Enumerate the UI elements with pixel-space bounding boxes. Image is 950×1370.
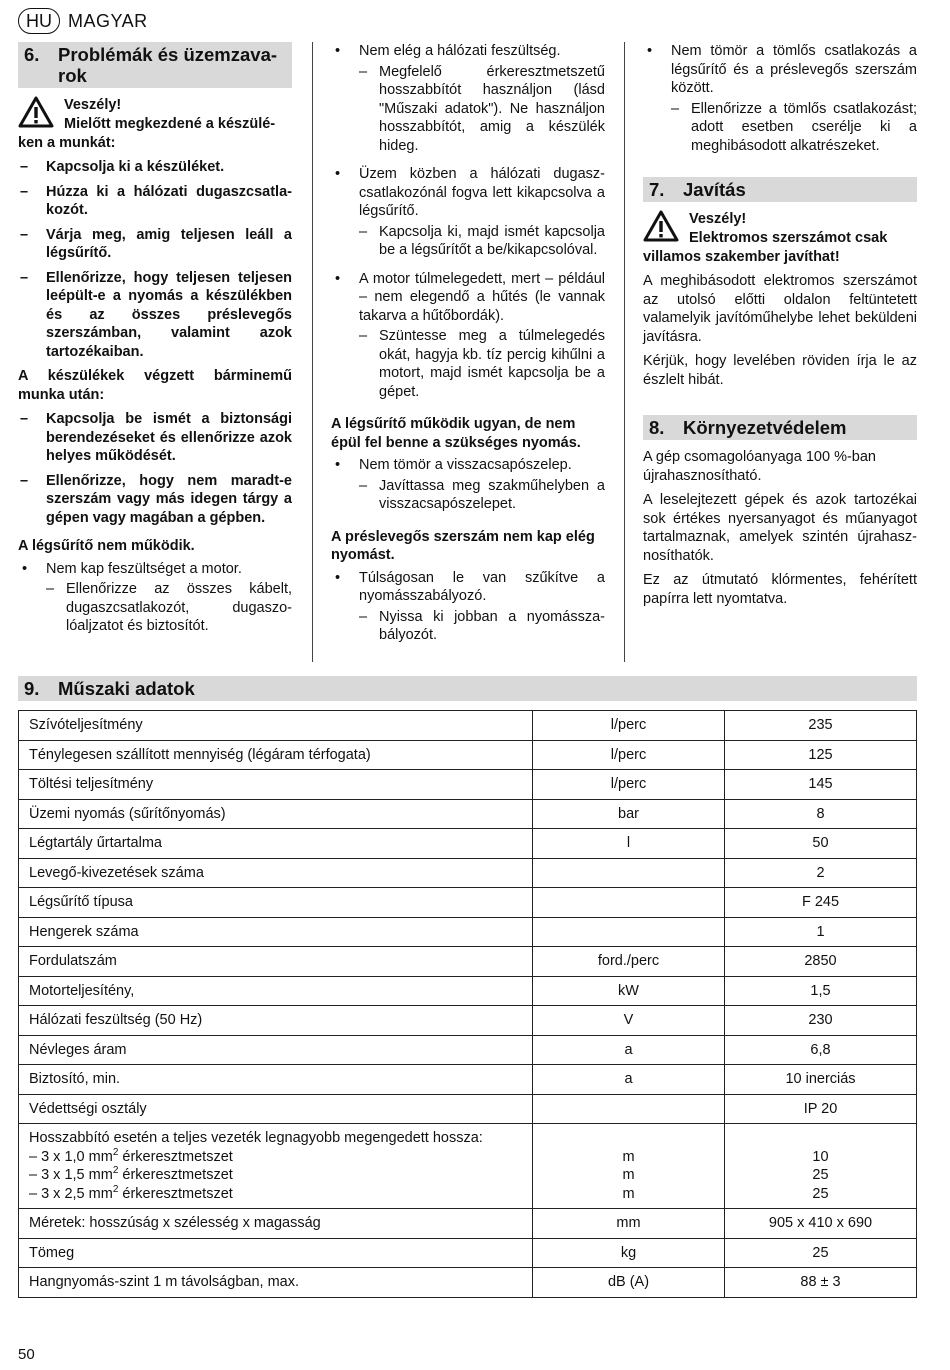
table-row xyxy=(19,1035,917,1065)
problem-heading: A légsűrítő nem működik. xyxy=(18,538,195,554)
warning-continuation: ken a munkát: xyxy=(18,134,116,151)
spec-value: 2850 xyxy=(725,947,917,977)
cause-item: • Túlságosan le van szűkítve a nyomásszabályozó. xyxy=(331,569,605,606)
spec-unit: dB (A) xyxy=(533,1268,725,1298)
spec-value: 145 xyxy=(725,770,917,800)
table-row xyxy=(19,711,917,741)
cause-item: • Nem kap feszültséget a motor. xyxy=(18,560,292,579)
cable-unit: m xyxy=(622,1185,635,1202)
cause-item: • Nem tömör a visszacsapószelep. xyxy=(331,456,605,475)
section-8-heading xyxy=(643,415,917,440)
warning-block-7 xyxy=(643,210,917,248)
cable-length: 25 xyxy=(812,1185,829,1202)
column-divider xyxy=(312,42,313,662)
spec-label: Légsűrítő típusa xyxy=(19,888,533,918)
spec-value: 230 xyxy=(725,1006,917,1036)
spec-label: Hengerek száma xyxy=(19,917,533,947)
spec-label: Hálózati feszültség (50 Hz) xyxy=(19,1006,533,1036)
table-row xyxy=(19,947,917,977)
cable-unit: m xyxy=(622,1167,635,1183)
page-number: 50 xyxy=(18,1346,35,1363)
section-8-title: Környezetvédelem xyxy=(683,417,847,438)
section-6-title-line2: rok xyxy=(58,65,87,86)
spec-unit: l/perc xyxy=(533,740,725,770)
fix-item: – Javíttassa meg szakműhelyben a visszacsapószelepet. xyxy=(331,477,605,514)
spec-value: 88 ± 3 xyxy=(725,1268,917,1298)
table-row xyxy=(19,1209,917,1239)
extension-cable-line xyxy=(29,1166,522,1185)
spec-value: 905 x 410 x 690 xyxy=(725,1209,917,1239)
cable-length: 10 xyxy=(812,1148,829,1165)
environment-paragraph: A leselejtezett gépek és azok tartozékai sok értékes nyersanyagot és műanyagot tartalmaznak, amelyek szintén újrahasznosíthatók. xyxy=(643,492,917,564)
language-name: MAGYAR xyxy=(68,10,148,31)
spec-label xyxy=(19,1124,533,1209)
column-divider xyxy=(624,42,625,662)
problem-list xyxy=(18,560,292,636)
cable-size: – 3 x 2,5 mm xyxy=(29,1185,113,1202)
spec-value: 10 inerciás xyxy=(725,1065,917,1095)
list-item: – Kapcsolja be ismét a biztonsági berendezéseket és ellenőrizze azok helyes működését. xyxy=(18,410,292,466)
cable-desc: érkeresztmetszet xyxy=(118,1167,233,1183)
section-9-number: 9. xyxy=(24,678,40,699)
spec-unit: bar xyxy=(533,799,725,829)
spec-unit: kW xyxy=(533,976,725,1006)
spec-label: Névleges áram xyxy=(19,1035,533,1065)
language-code: HU xyxy=(18,8,60,34)
superscript: 2 xyxy=(112,1165,119,1177)
spec-unit: mm xyxy=(533,1209,725,1239)
cause-item: • Nem tömör a tömlős csatlakozás a légsűrítő és a préslevegős szerszám között. xyxy=(643,42,917,98)
spec-unit xyxy=(533,1124,725,1209)
spec-unit xyxy=(533,858,725,888)
fix-item: – Kapcsolja ki, majd ismét kapcsolja be a légsűrítőt a be/kikapcsolóval. xyxy=(331,223,605,260)
warning-block-6 xyxy=(18,96,292,134)
spec-unit: a xyxy=(533,1035,725,1065)
section-7-heading xyxy=(643,177,917,202)
list-item: – Ellenőrizze, hogy nem maradt-e szerszám vagy más idegen tárgy a gépen vagy magában a gépben. xyxy=(18,472,292,528)
warning-triangle-icon xyxy=(643,210,681,248)
section-6-number: 6. xyxy=(24,44,40,65)
section-7-number: 7. xyxy=(649,179,665,200)
spec-value: 1 xyxy=(725,917,917,947)
repair-paragraph: Kérjük, hogy levelében röviden írja le az észlelt hibát. xyxy=(643,353,917,388)
list-item: – Ellenőrizze, hogy teljesen teljesen leépült-e a nyomás a készülékben és az összes préslevegős szerszámban, valamint azok tartozékaiban. xyxy=(18,269,292,362)
spec-label: Motorteljesítény, xyxy=(19,976,533,1006)
environment-paragraph: A gép csomagolóanyaga 100 %-ban újrahasznosítható. xyxy=(643,449,876,484)
table-row xyxy=(19,1006,917,1036)
superscript: 2 xyxy=(112,1146,119,1158)
spec-label: Méretek: hosszúság x szélesség x magasság xyxy=(19,1209,533,1239)
cable-desc: érkeresztmetszet xyxy=(118,1148,233,1165)
spec-label: Szívóteljesítmény xyxy=(19,711,533,741)
extension-cable-line xyxy=(29,1185,522,1204)
extension-cable-label: Hosszabbító esetén a teljes vezeték legnagyobb megengedett hossza: xyxy=(29,1130,483,1146)
spec-label: Levegő-kivezetések száma xyxy=(19,858,533,888)
warning-continuation: villamos szakember javíthat! xyxy=(643,248,840,265)
section-6-heading xyxy=(18,42,292,88)
after-work-intro: A készülékek végzett bárminemű munka után: xyxy=(18,368,292,403)
list-item: – Húzza ki a hálózati dugaszcsatlakozót. xyxy=(18,183,292,220)
spec-unit: l xyxy=(533,829,725,859)
warning-triangle-icon xyxy=(18,96,56,134)
spec-value: 8 xyxy=(725,799,917,829)
table-row xyxy=(19,829,917,859)
technical-data-table xyxy=(18,710,917,1298)
table-row xyxy=(19,858,917,888)
spec-unit: l/perc xyxy=(533,711,725,741)
table-row xyxy=(19,740,917,770)
language-indicator xyxy=(18,8,148,34)
list-item: – Kapcsolja ki a készüléket. xyxy=(18,158,292,177)
problem-heading: A légsűrítő működik ugyan, de nem épül fel benne a szükséges nyomás. xyxy=(331,416,581,451)
spec-value: 25 xyxy=(725,1238,917,1268)
fix-item: – Nyissa ki jobban a nyomásszabályozót. xyxy=(331,608,605,645)
cause-item: • A motor túlmelegedett, mert – például – nem elegendő a hűtés (le vannak takarva a hűtőbordák). xyxy=(331,270,605,326)
spec-label: Ténylegesen szállított mennyiség (légáram térfogata) xyxy=(19,740,533,770)
warning-title: Veszély! xyxy=(689,211,747,227)
superscript: 2 xyxy=(112,1183,119,1195)
section-9-heading xyxy=(18,676,917,701)
table-row xyxy=(19,888,917,918)
problem-list xyxy=(331,569,605,645)
spec-value: 125 xyxy=(725,740,917,770)
spec-unit xyxy=(533,917,725,947)
column-2 xyxy=(331,42,605,651)
column-3 xyxy=(643,42,917,614)
column-1 xyxy=(18,42,292,642)
table-row xyxy=(19,1124,917,1209)
cable-size: – 3 x 1,0 mm xyxy=(29,1148,113,1165)
fix-item: – Szüntesse meg a túlmelegedés okát, hagyja kb. tíz percig kihűlni a motort, majd ismét kapcsolja be a gépet. xyxy=(331,327,605,401)
extension-cable-line xyxy=(29,1148,522,1167)
fix-item: – Ellenőrizze a tömlős csatlakozást; adott esetben cserélje ki a meghibásodott alkatrészeket. xyxy=(643,100,917,156)
problem-list xyxy=(331,42,605,401)
spec-label: Üzemi nyomás (sűrítőnyomás) xyxy=(19,799,533,829)
warning-title: Veszély! xyxy=(64,97,122,113)
fix-item: – Megfelelő érkeresztmetszetű hosszabbítót használjon (lásd "Műszaki adatok"). Ne használjon hosszabbítót, amig a készülék hideg. xyxy=(331,63,605,156)
table-row xyxy=(19,770,917,800)
spec-value xyxy=(725,1124,917,1209)
spec-label: Tömeg xyxy=(19,1238,533,1268)
spec-label: Hangnyomás-szint 1 m távolságban, max. xyxy=(19,1268,533,1298)
table-row xyxy=(19,1268,917,1298)
table-row xyxy=(19,917,917,947)
spec-value: 235 xyxy=(725,711,917,741)
section-6-title-line1: Problémák és üzemzava- xyxy=(58,44,278,65)
problem-list xyxy=(331,456,605,514)
spec-unit: kg xyxy=(533,1238,725,1268)
spec-unit: ford./perc xyxy=(533,947,725,977)
spec-value: IP 20 xyxy=(725,1094,917,1124)
cable-size: – 3 x 1,5 mm xyxy=(29,1167,113,1183)
section-9-title: Műszaki adatok xyxy=(58,678,195,699)
section-8-number: 8. xyxy=(649,417,665,438)
table-row xyxy=(19,976,917,1006)
problem-list xyxy=(643,42,917,155)
table-row xyxy=(19,1065,917,1095)
spec-label: Fordulatszám xyxy=(19,947,533,977)
cable-desc: érkeresztmetszet xyxy=(118,1185,233,1202)
repair-paragraph: A meghibásodott elektromos szerszámot az utolsó előtti oldalon feltüntetett valamelyik javítóműhelybe lehet beküldeni javításra. xyxy=(643,273,917,345)
spec-value: F 245 xyxy=(725,888,917,918)
warning-line: Mielőtt megkezdené a készülé- xyxy=(64,115,276,132)
cause-item: • Nem elég a hálózati feszültség. xyxy=(331,42,605,61)
environment-paragraph: Ez az útmutató klórmentes, fehérített papírra lett nyomtatva. xyxy=(643,572,917,607)
problem-heading: A préslevegős szerszám nem kap elég nyomást. xyxy=(331,528,595,563)
spec-unit: a xyxy=(533,1065,725,1095)
spec-value: 6,8 xyxy=(725,1035,917,1065)
fix-item: – Ellenőrizze az összes kábelt, dugaszcsatlakozót, dugaszolóaljzatot és biztosítót. xyxy=(18,580,292,636)
warning-line: Elektromos szerszámot csak xyxy=(689,229,888,246)
spec-unit xyxy=(533,888,725,918)
before-work-list xyxy=(18,158,292,361)
cable-length: 25 xyxy=(812,1167,829,1183)
table-row xyxy=(19,1094,917,1124)
spec-label: Töltési teljesítmény xyxy=(19,770,533,800)
spec-label: Biztosító, min. xyxy=(19,1065,533,1095)
table-row xyxy=(19,1238,917,1268)
after-work-list xyxy=(18,410,292,527)
spec-label: Védettségi osztály xyxy=(19,1094,533,1124)
table-row xyxy=(19,799,917,829)
list-item: – Várja meg, amig teljesen leáll a légsűrítő. xyxy=(18,226,292,263)
section-7-title: Javítás xyxy=(683,179,746,200)
spec-unit xyxy=(533,1094,725,1124)
spec-value: 2 xyxy=(725,858,917,888)
spec-unit: V xyxy=(533,1006,725,1036)
spec-value: 1,5 xyxy=(725,976,917,1006)
spec-label: Légtartály űrtartalma xyxy=(19,829,533,859)
cable-unit: m xyxy=(622,1148,635,1165)
cause-item: • Üzem közben a hálózati dugaszcsatlakozónál fogva lett kikapcsolva a légsűrítő. xyxy=(331,165,605,221)
spec-unit: l/perc xyxy=(533,770,725,800)
spec-value: 50 xyxy=(725,829,917,859)
